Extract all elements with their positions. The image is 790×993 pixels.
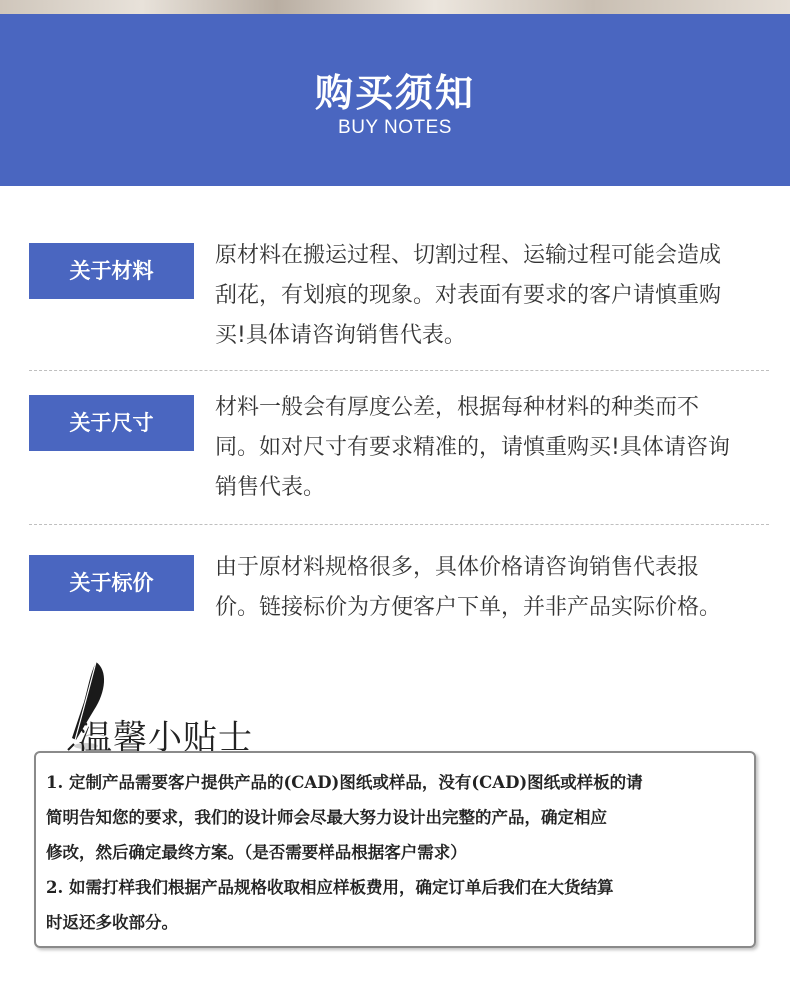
note-label-price: 关于标价 [29,555,194,611]
note-text-materials [215,236,771,356]
tips-box [34,751,756,948]
top-decorative-strip [0,0,790,14]
tips-line: 1. 定制产品需要客户提供产品的(CAD)图纸或样品，没有(CAD)图纸或样板的请 [46,773,643,792]
note-text-price [215,548,771,628]
tips-line: 2. 如需打样我们根据产品规格收取相应样板费用，确定订单后我们在大货结算 [46,878,614,897]
divider [29,370,769,371]
header-banner [0,14,790,186]
note-text-size [215,388,771,508]
note-line: 由于原材料规格很多，具体价格请咨询销售代表报 [215,555,700,580]
page-title: 购买须知 [314,71,475,115]
tips-line: 修改，然后确定最终方案。（是否需要样品根据客户需求） [46,843,467,862]
note-line: 原材料在搬运过程、切割过程、运输过程可能会造成 [215,243,722,268]
note-line: 价。链接标价为方便客户下单，并非产品实际价格。 [215,595,722,620]
note-line: 材料一般会有厚度公差，根据每种材料的种类而不 [215,395,700,420]
note-label-materials: 关于材料 [29,243,194,299]
note-line: 销售代表。 [215,475,326,500]
tips-heading [56,660,286,758]
note-line: 刮花，有划痕的现象。对表面有要求的客户请慎重购 [215,283,722,308]
tips-title: 温馨小贴士 [78,718,253,758]
note-label-size: 关于尺寸 [29,395,194,451]
divider [29,524,769,525]
note-line: 买!具体请咨询销售代表。 [215,323,466,348]
page-subtitle: BUY NOTES [338,117,452,138]
tips-line: 时返还多收部分。 [46,913,178,932]
tips-line: 简明告知您的要求，我们的设计师会尽最大努力设计出完整的产品，确定相应 [46,808,607,827]
note-line: 同。如对尺寸有要求精准的，请慎重购买!具体请咨询 [215,435,730,460]
